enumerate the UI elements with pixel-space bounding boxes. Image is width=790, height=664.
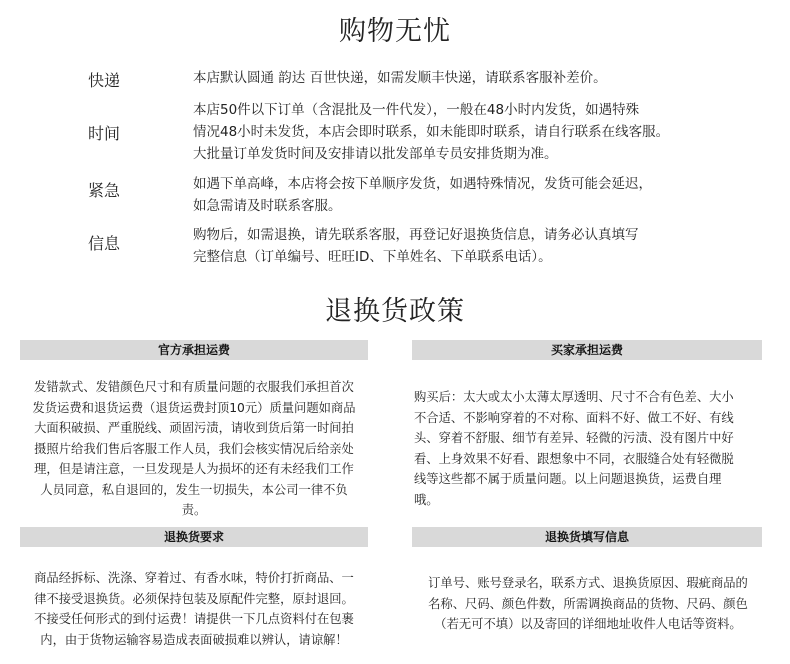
box-text-buyer-shipping: 购买后：太大或太小太薄太厚透明、尺寸不合有色差、大小 不合适、不影响穿着的不对称、面料不好、做工不好、有线 头、穿着不舒服、细节有差异、轻微的污渍、没有图片中好 看、上身效果不好看、跟想象中不同，衣服缝合处有轻微脱 线等这些都不属于质量问题。以上问题退换货，运费自理 哦。 (414, 390, 734, 507)
box-text-return-requirements: 商品经拆标、洗涤、穿着过、有香水味，特价打折商品、一 律不接受退换货。必须保持包装及原配件完整，原封退回。 不接受任何形式的到付运费！请提供一下几点资料付在包裹 内，由于货物运输容易造成表面破损难以辨认，请谅解！ (34, 571, 354, 647)
row-label-time: 时间 (88, 124, 121, 143)
box-header-return-info: 退换货填写信息 (412, 527, 762, 547)
page-title-shopping: 购物无忧 (339, 16, 451, 47)
row-text-express: 本店默认圆通 韵达 百世快递，如需发顺丰快递，请联系客服补差价。 (193, 70, 607, 86)
row-text-urgent: 如遇下单高峰，本店将会按下单顺序发货，如遇特殊情况，发货可能会延迟， 如急需请及时联系客服。 (193, 176, 652, 214)
row-label-urgent: 紧急 (88, 181, 121, 200)
row-label-info: 信息 (88, 234, 121, 253)
box-header-return-requirements: 退换货要求 (20, 527, 368, 547)
box-text-return-info: 订单号、账号登录名，联系方式、退换货原因、瑕疵商品的 名称、尺码、颜色件数，所需调换商品的货物、尺码、颜色 （若无可不填）以及寄回的详细地址收件人电话等资料。 (428, 576, 748, 631)
row-text-info: 购物后，如需退换，请先联系客服，再登记好退换货信息，请务必认真填写 完整信息（订单编号、旺旺ID、下单姓名、下单联系电话）。 (193, 227, 639, 265)
page-title-return-policy: 退换货政策 (325, 296, 465, 327)
row-label-express: 快递 (88, 71, 121, 90)
box-header-buyer-shipping: 买家承担运费 (412, 340, 762, 360)
box-header-official-shipping: 官方承担运费 (20, 340, 368, 360)
box-text-official-shipping: 发错款式、发错颜色尺寸和有质量问题的衣服我们承担首次 发货运费和退货运费（退货运费封顶10元）质量问题如商品 大面积破损、严重脱线、顽固污渍，请收到货后第一时间拍 摄照片给我们售后客服工作人员，我们会核实情况后给亲处 理，但是请注意，一旦发现是人为损坏的还有未经我们工作 人员同意，私自退回的，发生一切损失，本公司一律不负 责。 (32, 380, 356, 517)
row-text-time: 本店50件以下订单（含混批及一件代发），一般在48小时内发货，如遇特殊 情况48小时未发货，本店会即时联系，如未能即时联系，请自行联系在线客服。 大批量订单发货时间及安排请以批发部单专员安排货期为准。 (193, 102, 670, 162)
